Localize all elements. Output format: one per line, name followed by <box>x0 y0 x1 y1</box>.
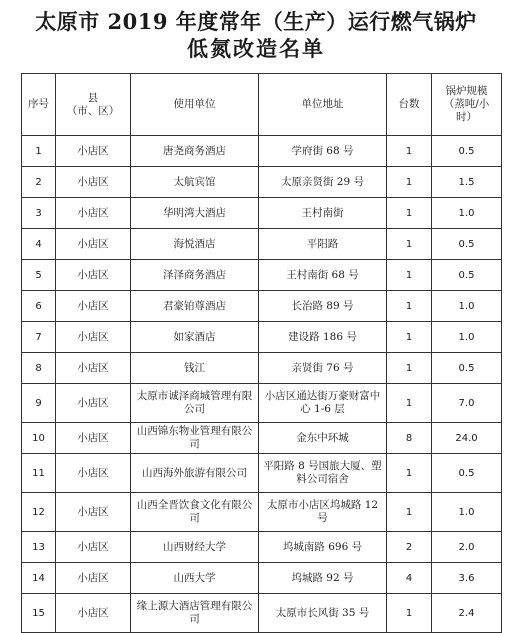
cell-unit: 唐尧商务酒店 <box>131 136 259 167</box>
cell-count: 1 <box>387 353 432 384</box>
cell-scale: 7.0 <box>432 384 502 423</box>
cell-seq: 4 <box>22 229 56 260</box>
cell-unit: 缘上源大酒店管理有限公司 <box>131 594 259 633</box>
cell-scale: 0.5 <box>432 454 502 493</box>
cell-scale: 1.0 <box>432 493 502 532</box>
cell-address: 坞城南路 696 号 <box>259 532 387 563</box>
header-scale <box>432 74 502 136</box>
cell-unit: 君豪铂尊酒店 <box>131 291 259 322</box>
cell-count: 1 <box>387 594 432 633</box>
table-row <box>22 493 502 532</box>
cell-address: 太原亲贤街 29 号 <box>259 167 387 198</box>
cell-unit: 山西全晋饮食文化有限公司 <box>131 493 259 532</box>
cell-county: 小店区 <box>56 423 131 454</box>
cell-county: 小店区 <box>56 454 131 493</box>
cell-count: 1 <box>387 384 432 423</box>
cell-count: 4 <box>387 563 432 594</box>
cell-unit: 山西财经大学 <box>131 532 259 563</box>
cell-count: 2 <box>387 532 432 563</box>
header-county <box>56 74 131 136</box>
cell-unit: 山西大学 <box>131 563 259 594</box>
cell-unit: 泽泽商务酒店 <box>131 260 259 291</box>
cell-address: 学府街 68 号 <box>259 136 387 167</box>
cell-scale: 1.0 <box>432 198 502 229</box>
cell-unit: 山西锦东物业管理有限公司 <box>131 423 259 454</box>
cell-county: 小店区 <box>56 353 131 384</box>
cell-scale: 2.0 <box>432 532 502 563</box>
boiler-list-table <box>21 73 502 633</box>
header-unit: 使用单位 <box>131 74 259 136</box>
cell-count: 1 <box>387 198 432 229</box>
cell-address: 金东中环城 <box>259 423 387 454</box>
table-row <box>22 384 502 423</box>
cell-count: 1 <box>387 260 432 291</box>
header-scale-line2: （蒸吨/小 <box>443 98 490 110</box>
cell-county: 小店区 <box>56 322 131 353</box>
cell-seq: 8 <box>22 353 56 384</box>
cell-scale: 1.5 <box>432 167 502 198</box>
cell-seq: 1 <box>22 136 56 167</box>
cell-county: 小店区 <box>56 493 131 532</box>
table-row <box>22 229 502 260</box>
header-seq: 序号 <box>22 74 56 136</box>
header-scale-line3: 时） <box>456 111 477 123</box>
cell-address: 长治路 89 号 <box>259 291 387 322</box>
table-row <box>22 454 502 493</box>
cell-unit: 华明湾大酒店 <box>131 198 259 229</box>
cell-unit: 海悦酒店 <box>131 229 259 260</box>
table-row <box>22 563 502 594</box>
cell-county: 小店区 <box>56 594 131 633</box>
table-row <box>22 291 502 322</box>
cell-seq: 14 <box>22 563 56 594</box>
cell-scale: 1.0 <box>432 322 502 353</box>
header-scale-line1: 锅炉规模 <box>445 85 488 97</box>
header-county-line1: 县 <box>87 91 99 104</box>
cell-county: 小店区 <box>56 167 131 198</box>
cell-scale: 24.0 <box>432 423 502 454</box>
cell-seq: 3 <box>22 198 56 229</box>
cell-seq: 12 <box>22 493 56 532</box>
cell-scale: 1.0 <box>432 291 502 322</box>
cell-county: 小店区 <box>56 384 131 423</box>
cell-seq: 6 <box>22 291 56 322</box>
cell-count: 1 <box>387 493 432 532</box>
cell-address: 亲贤街 76 号 <box>259 353 387 384</box>
cell-count: 1 <box>387 167 432 198</box>
cell-scale: 0.5 <box>432 229 502 260</box>
cell-county: 小店区 <box>56 229 131 260</box>
cell-count: 1 <box>387 229 432 260</box>
table-row <box>22 532 502 563</box>
cell-address: 平阳路 8 号国旅大厦、塑料公司宿舍 <box>259 454 387 493</box>
cell-county: 小店区 <box>56 563 131 594</box>
cell-seq: 15 <box>22 594 56 633</box>
document-title <box>0 0 512 62</box>
header-count: 台数 <box>387 74 432 136</box>
cell-county: 小店区 <box>56 291 131 322</box>
cell-county: 小店区 <box>56 260 131 291</box>
cell-seq: 10 <box>22 423 56 454</box>
cell-county: 小店区 <box>56 136 131 167</box>
table-row <box>22 136 502 167</box>
table-row <box>22 167 502 198</box>
table-row <box>22 594 502 633</box>
cell-address: 平阳路 <box>259 229 387 260</box>
table-row <box>22 198 502 229</box>
table-row <box>22 353 502 384</box>
cell-seq: 9 <box>22 384 56 423</box>
cell-unit: 太原市诚泽商城管理有限公司 <box>131 384 259 423</box>
cell-count: 1 <box>387 136 432 167</box>
cell-unit: 钱江 <box>131 353 259 384</box>
cell-scale: 0.5 <box>432 353 502 384</box>
cell-seq: 2 <box>22 167 56 198</box>
cell-address: 王村南街 <box>259 198 387 229</box>
cell-count: 1 <box>387 454 432 493</box>
table-row <box>22 322 502 353</box>
header-address: 单位地址 <box>259 74 387 136</box>
title-line-2: 低氮改造名单 <box>187 36 325 61</box>
cell-address: 王村南街 68 号 <box>259 260 387 291</box>
cell-county: 小店区 <box>56 532 131 563</box>
cell-address: 小店区通达街万豪财富中心 1-6 层 <box>259 384 387 423</box>
cell-count: 1 <box>387 322 432 353</box>
cell-seq: 7 <box>22 322 56 353</box>
table-row <box>22 423 502 454</box>
cell-scale: 0.5 <box>432 260 502 291</box>
table-header-row <box>22 74 502 136</box>
cell-scale: 0.5 <box>432 136 502 167</box>
cell-address: 建设路 186 号 <box>259 322 387 353</box>
cell-scale: 3.6 <box>432 563 502 594</box>
cell-unit: 山西海外旅游有限公司 <box>131 454 259 493</box>
cell-seq: 5 <box>22 260 56 291</box>
cell-address: 坞城路 92 号 <box>259 563 387 594</box>
cell-scale: 2.4 <box>432 594 502 633</box>
cell-county: 小店区 <box>56 198 131 229</box>
cell-seq: 11 <box>22 454 56 493</box>
cell-seq: 13 <box>22 532 56 563</box>
cell-address: 太原市长风街 35 号 <box>259 594 387 633</box>
cell-address: 太原市小店区坞城路 12 号 <box>259 493 387 532</box>
cell-unit: 如家酒店 <box>131 322 259 353</box>
title-line-1: 太原市 2019 年度常年（生产）运行燃气锅炉 <box>35 9 477 34</box>
cell-count: 1 <box>387 291 432 322</box>
header-county-line2: （市、区） <box>66 104 120 117</box>
cell-count: 8 <box>387 423 432 454</box>
table-row <box>22 260 502 291</box>
cell-unit: 太航宾馆 <box>131 167 259 198</box>
